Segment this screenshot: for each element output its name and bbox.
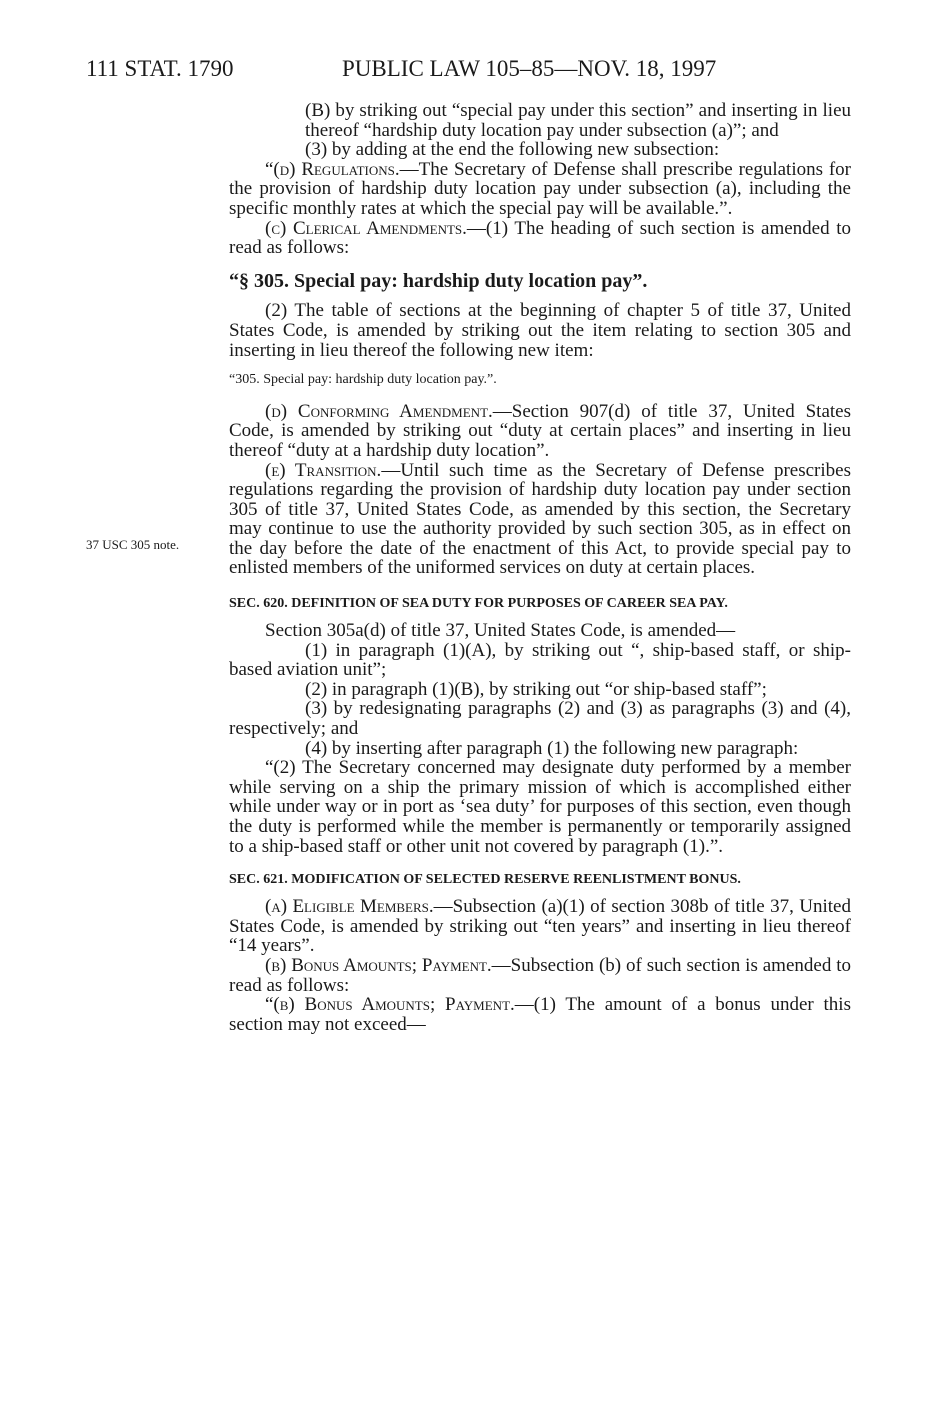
paragraph — [229, 160, 851, 219]
paragraph — [229, 956, 851, 995]
page-header — [86, 56, 886, 86]
section-title: MODIFICATION OF SELECTED RESERVE REENLISTMENT BONUS. — [291, 872, 741, 888]
statute-page-number: 111 STAT. 1790 — [86, 56, 234, 81]
paragraph — [229, 301, 851, 360]
section-number: SEC. 620. — [229, 596, 288, 612]
subsection-heading: (b) Bonus Amounts; Payment. — [265, 954, 492, 976]
paragraph-text: “(2) The Secretary concerned may designate duty performed by a member while serving on a ship the primary mission of which is accomplished either while under way or in port as ‘sea duty’ for purposes of this section, even though the duty is performed while the member is permanently or temporarily assigned to a ship-based staff or other unit not covered by paragraph (1).”. — [229, 757, 851, 857]
paragraph — [229, 699, 851, 738]
paragraph-text: —Section 907(d) of title 37, United States Code, is amended by striking out “duty at certain places” and inserting in lieu thereof “duty at a hardship duty location”. — [229, 400, 851, 461]
paragraph — [229, 739, 851, 759]
margin-note: 37 USC 305 note. — [86, 537, 180, 552]
paragraph — [229, 621, 851, 641]
paragraph — [229, 995, 851, 1034]
paragraph-text: (4) by inserting after paragraph (1) the following new paragraph: — [305, 737, 799, 759]
subsection-heading: (e) Transition. — [265, 459, 382, 481]
paragraph-text: —(1) The amount of a bonus under this section may not exceed— — [229, 994, 851, 1035]
paragraph-text: —Subsection (a)(1) of section 308b of title 37, United States Code, is amended by striking out “ten years” and inserting in lieu thereof “14 years”. — [229, 896, 851, 957]
public-law-title: PUBLIC LAW 105–85—NOV. 18, 1997 — [342, 56, 717, 81]
paragraph — [229, 680, 851, 700]
section-title: DEFINITION OF SEA DUTY FOR PURPOSES OF CAREER SEA PAY. — [291, 596, 728, 612]
subsection-heading: “(b) Bonus Amounts; Payment. — [265, 994, 515, 1016]
paragraph-text: —(1) The heading of such section is amended to read as follows: — [229, 217, 852, 259]
paragraph — [229, 461, 851, 579]
subsection-heading: (a) Eligible Members. — [265, 896, 434, 918]
paragraph-text: (3) by redesignating paragraphs (2) and (3) as paragraphs (3) and (4), respectively; and — [229, 698, 851, 740]
paragraph — [229, 402, 851, 461]
section-heading-621 — [229, 870, 851, 889]
section-heading-620 — [229, 594, 851, 613]
paragraph-text: (1) in paragraph (1)(A), by striking out “, ship-based staff, or ship-based aviation unit”; — [229, 639, 851, 681]
paragraph-text: (3) by adding at the end the following new subsection: — [305, 139, 720, 161]
paragraph — [229, 641, 851, 680]
section-number: SEC. 621. — [229, 872, 288, 888]
paragraph — [229, 897, 851, 956]
paragraph-text: (2) in paragraph (1)(B), by striking out “or ship-based staff”; — [305, 678, 767, 700]
paragraph-text: —Until such time as the Secretary of Defense prescribes regulations regarding the provision of hardship duty location pay under section 305 of title 37, United States Code, as amended by this section, the Secretary may continue to use the authority provided by such section 305, as in effect on the day before the date of the enactment of this Act, to provide special pay to enlisted members of the uniformed services on duty at certain places. — [229, 459, 851, 579]
paragraph — [229, 101, 851, 140]
subsection-heading: “(d) Regulations. — [265, 158, 400, 180]
subsection-heading: (c) Clerical Amendments. — [265, 217, 467, 239]
paragraph-text: —The Secretary of Defense shall prescribe regulations for the provision of hardship duty location pay under subsection (a), including the specific monthly rates at which the special pay will be available.”. — [229, 158, 852, 219]
paragraph-text: Section 305a(d) of title 37, United States Code, is amended— — [265, 620, 736, 642]
table-of-sections-item: “305. Special pay: hardship duty location pay.”. — [229, 372, 497, 388]
section-heading-305: “§ 305. Special pay: hardship duty location pay”. — [229, 269, 648, 292]
paragraph — [229, 219, 851, 258]
paragraph — [229, 140, 851, 160]
paragraph — [229, 758, 851, 856]
body-text — [229, 101, 851, 1034]
paragraph-text: (2) The table of sections at the beginning of chapter 5 of title 37, United States Code, is amended by striking out the item relating to section 305 and inserting in lieu thereof the following new item: — [229, 300, 851, 361]
paragraph-text: (B) by striking out “special pay under this section” and inserting in lieu thereof “hardship duty location pay under subsection (a)”; and — [305, 100, 851, 141]
subsection-heading: (d) Conforming Amendment. — [265, 400, 493, 422]
paragraph-text: —Subsection (b) of such section is amended to read as follows: — [229, 954, 852, 996]
